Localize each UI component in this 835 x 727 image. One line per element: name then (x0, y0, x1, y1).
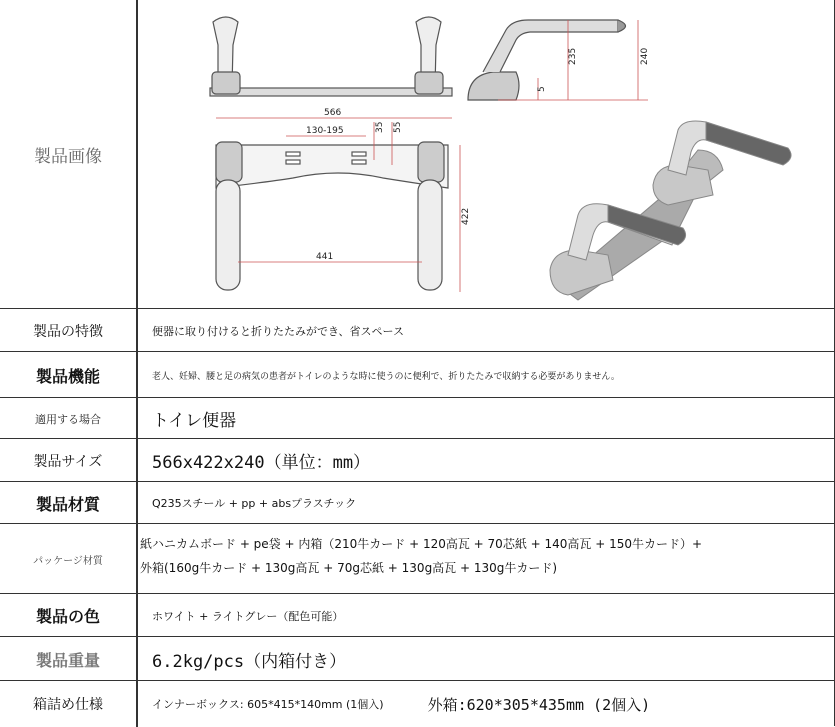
dim-240: 240 (640, 47, 650, 65)
label-feature: 製品の特徴 (0, 309, 138, 352)
row-size (0, 438, 835, 482)
dim-441: 441 (316, 252, 334, 262)
label-package: パッケージ材質 (0, 524, 138, 594)
row-color (0, 593, 835, 637)
row-package (0, 523, 835, 594)
dim-422: 422 (461, 207, 471, 225)
product-drawing (138, 0, 835, 308)
value-size: 566x422x240（単位：mm） (152, 453, 371, 473)
row-material (0, 481, 835, 524)
value-function: 老人、妊婦、腰と足の病気の患者がトイレのような時に使うのに便利で、折りたたみで収納する必要がありません。 (152, 371, 620, 382)
row-packing (0, 680, 835, 727)
row-feature (0, 308, 835, 352)
value-packing-inner: インナーボックス: 605*415*140mm (1個入) (152, 698, 384, 711)
dim-566: 566 (324, 108, 342, 118)
label-color: 製品の色 (0, 594, 138, 637)
technical-drawing-icon (138, 0, 835, 308)
label-function: 製品機能 (0, 352, 138, 398)
value-packing (138, 681, 835, 727)
dim-55: 55 (393, 121, 403, 133)
front-view (210, 17, 452, 96)
value-color: ホワイト + ライトグレー（配色可能） (152, 609, 344, 623)
label-size: 製品サイズ (0, 439, 138, 482)
value-usage: トイレ便器 (152, 411, 237, 431)
top-view (216, 142, 448, 290)
label-packing: 箱詰め仕様 (0, 681, 138, 727)
row-weight (0, 636, 835, 681)
value-package (138, 524, 835, 594)
value-feature: 便器に取り付けると折りたたみができ、省スペース (152, 324, 405, 338)
dim-130-195: 130-195 (306, 126, 344, 136)
row-usage (0, 397, 835, 439)
value-weight: 6.2kg/pcs（内箱付き） (152, 651, 347, 672)
dim-235: 235 (568, 47, 578, 65)
render-3d (550, 121, 791, 300)
label-product-image: 製品画像 (0, 0, 138, 308)
label-weight: 製品重量 (0, 637, 138, 681)
value-material: Q235スチール + pp + absプラスチック (152, 497, 357, 510)
row-image (0, 0, 835, 308)
row-function (0, 351, 835, 398)
dim-35: 35 (375, 121, 385, 133)
dim-5: 5 (537, 86, 547, 92)
label-material: 製品材質 (0, 482, 138, 524)
value-packing-outer: 外箱:620*305*435mm (2個入) (427, 695, 651, 714)
value-package-line1: 紙ハニカムボード + pe袋 + 内箱（210牛カード + 120高瓦 + 70芯紙 + 140高瓦 + 150牛カード）+ (140, 537, 703, 551)
label-usage: 適用する場合 (0, 398, 138, 439)
value-package-line2: 外箱(160g牛カード + 130g高瓦 + 70g芯紙 + 130g高瓦 + 130g牛カード) (140, 561, 558, 575)
